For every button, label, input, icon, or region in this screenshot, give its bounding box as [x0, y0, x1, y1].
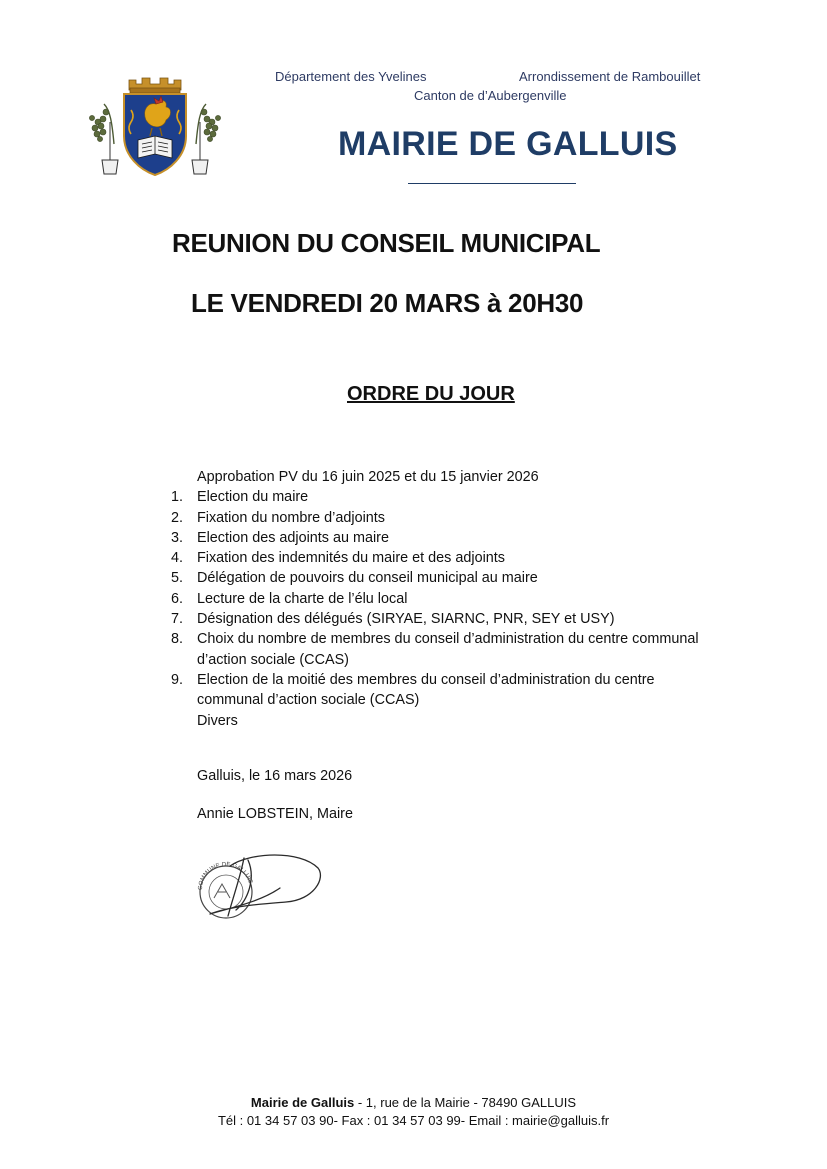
header-canton: Canton de d’Aubergenville [414, 88, 567, 103]
agenda-item: 4. Fixation des indemnités du maire et des adjoints [171, 550, 505, 567]
agenda-item: 7. Désignation des délégués (SIRYAE, SIARNC, PNR, SEY et USY) [171, 611, 615, 628]
agenda-item: 3. Election des adjoints au maire [171, 529, 389, 546]
header-arrondissement: Arrondissement de Rambouillet [519, 69, 701, 84]
agenda-item: 5. Délégation de pouvoirs du conseil municipal au maire [171, 570, 538, 587]
galluis-coat-of-arms-logo [84, 74, 226, 180]
agenda-item: 8. Choix du nombre de membres du conseil d’administration du centre communal d’action sociale (CCAS) [171, 631, 699, 668]
mairie-title: MAIRIE DE GALLUIS [338, 125, 678, 163]
header-departement: Département des Yvelines [275, 69, 427, 84]
agenda-item: 9. Election de la moitié des membres du conseil d’administration du centre communal d’action sociale (CCAS) [171, 671, 655, 709]
mural-crown-icon [129, 78, 181, 93]
title-divider [408, 183, 576, 184]
agenda-list [162, 467, 722, 731]
footer-address: Mairie de Galluis - 1, rue de la Mairie - 78490 GALLUIS [250, 1095, 577, 1110]
signer-name: Annie LOBSTEIN, Maire [197, 806, 353, 822]
agenda-intro: Approbation PV du 16 juin 2025 et du 15 janvier 2026 [197, 469, 539, 485]
meeting-date: LE VENDREDI 20 MARS à 20H30 [191, 288, 584, 318]
agenda-closing: Divers [197, 712, 238, 729]
agenda-item: 1. Election du maire [171, 489, 309, 506]
place-date: Galluis, le 16 mars 2026 [197, 768, 353, 784]
signature-stamp-icon [190, 848, 326, 926]
meeting-title: REUNION DU CONSEIL MUNICIPAL [172, 228, 601, 258]
footer-contact: Tél : 01 34 57 03 90- Fax : 01 34 57 03 99- Email : mairie@galluis.fr [217, 1113, 610, 1128]
agenda-heading: ORDRE DU JOUR [347, 383, 515, 405]
svg-text:COMMUNE DE GALLUIS: COMMUNE DE GALLUIS [197, 861, 254, 891]
agenda-item: 2. Fixation du nombre d’adjoints [171, 509, 385, 526]
agenda-item: 6. Lecture de la charte de l’élu local [171, 590, 408, 607]
